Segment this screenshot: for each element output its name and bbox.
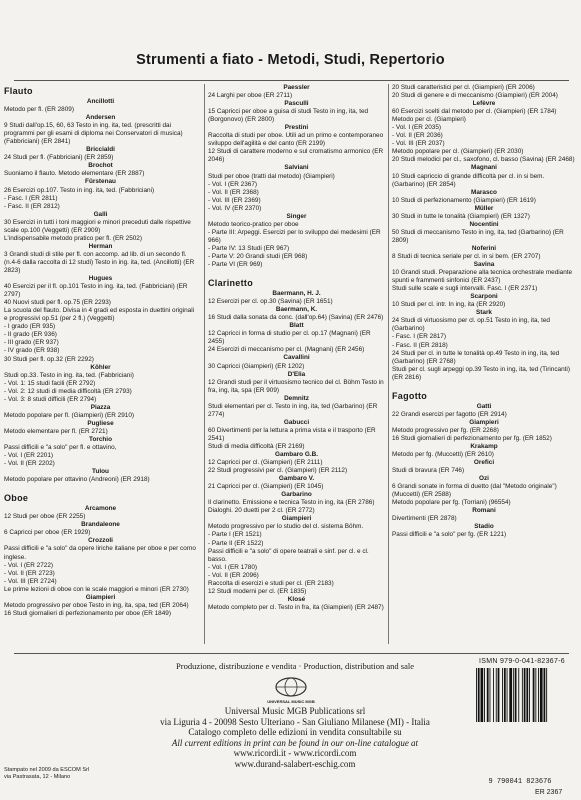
- composer-name: Lefèvre: [472, 100, 496, 108]
- barcode-bar: [509, 668, 512, 722]
- catalog-entry: 12 Grandi studi per il virtuosismo tecnico del cl. Böhm Testo in fra, ing, ita, spa (ER 909): [208, 378, 384, 394]
- catalog-entry: Passi difficili e "a solo" per fg. (ER 1221): [392, 531, 507, 539]
- composer-name: Gatti: [476, 402, 492, 410]
- catalog-column-2: [204, 84, 385, 644]
- catalog-entry: 10 Studi capriccio di grande difficoltà per cl. in si bem. (Garbarino) (ER 2854): [392, 172, 545, 188]
- catalog-entry: 10 Grandi studi. Preparazione alla tecnica orchestrale mediante spunti e frammenti sinfonici (ER 2437) Studi sulle scale e sugli intervalli. Fasc. I (ER 2371): [392, 269, 573, 293]
- catalog-entry: 21 Capricci per cl. (Giampieri) (ER 1045): [208, 483, 324, 491]
- composer-name: Torchio: [89, 435, 112, 443]
- printer-info: [4, 767, 134, 781]
- barcode-bar: [544, 668, 546, 722]
- catalog-entry: 24 Larghi per oboe (ER 2711): [208, 92, 293, 100]
- composer-name: Nocentini: [469, 220, 499, 228]
- catalog-entry: Metodo progressivo per lo studio del cl. sistema Böhm. - Parte I (ER 1521) - Parte II (ER 1522) Passi difficili e "a solo" di opere teatrali e sinf. per cl. e cl. basso. - Vol. I (ER 1780) - Vol. II (ER 2096) Raccolta di esercizi e studi per cl. (ER 2183) 12 Studi moderni per cl. (ER 1835): [208, 523, 369, 595]
- bottom-divider: [14, 653, 569, 654]
- catalog-entry: 26 Esercizi op.107. Testo in ing. ita, ted. (Fabbriciani) - Fasc. I (ER 2811) - Fasc. II (ER 2812): [4, 186, 155, 210]
- composer-name: Pugliese: [87, 419, 114, 427]
- composer-name: Klosé: [287, 595, 306, 603]
- composer-name: Arcamone: [84, 505, 117, 513]
- barcode-bar: [546, 668, 547, 722]
- catalog-entry: 60 Divertimenti per la lettura a prima vista e il trasporto (ER 2541) Studi di media difficoltà (ER 2169): [208, 426, 376, 450]
- composer-name: Noferini: [471, 244, 497, 252]
- composer-name: Baermann, H. J.: [272, 290, 321, 298]
- catalog-note-en: All current editions in print can be found in our on-line catalogue at: [171, 737, 419, 748]
- catalog-entry: 3 Grandi studi di stile per fl. con accomp. ad lib. di un secondo fl. (n.4-6 dalla raccolta di 12 studi) Testo in ing. ita, ted. (Ancillotti) (ER 2823): [4, 250, 195, 274]
- composer-name: Gabucci: [283, 418, 310, 426]
- catalog-entry: Metodo popolare per fl. (Giampieri) (ER 2910): [4, 411, 135, 419]
- composer-name: Salviani: [284, 164, 309, 172]
- catalog-entry: 24 Studi di virtuosismo per cl. op.51 Testo in ing, ita, ted (Garbarino) - Fasc. I (ER 2817) - Fasc. II (ER 2818) 24 Studi per cl. in tutte le tonalità op.49 Testo in ing, ita, ted (Garbarino) (ER 2768) Studi per cl. sugli arpeggi op.39 Testo in ing, ita, ted (Tirincanti) (ER 2816): [392, 317, 570, 381]
- composer-name: Giampieri: [85, 593, 116, 601]
- composer-name: Scarponi: [470, 293, 498, 301]
- catalog-entry: Passi difficili e "a solo" da opere liriche italiane per oboe e per corno inglese. - Vol. I (ER 2722) - Vol. II (ER 2723) - Vol. III (ER 2724) Le prime lezioni di oboe con le scale maggiori e minori (ER 2730): [4, 545, 196, 593]
- composer-name: Pasculli: [284, 100, 309, 108]
- composer-name: Brochot: [88, 162, 113, 170]
- catalog-entry: Metodo popolare per ottavino (Andreoni) (ER 2918): [4, 476, 150, 484]
- catalog-entry: 24 Studi per fl. (Fabbriciani) (ER 2859): [4, 154, 114, 162]
- barcode-bar: [522, 668, 523, 722]
- catalog-entry: 6 Capricci per oboe (ER 1929): [4, 529, 91, 537]
- composer-name: Briccialdi: [86, 146, 115, 154]
- catalog-entry: 12 Esercizi per cl. op.30 (Savina) (ER 1651): [208, 298, 333, 306]
- barcode-bar: [513, 668, 514, 722]
- logo-text: UNIVERSAL MUSIC MGB: [267, 699, 315, 704]
- publisher-address: via Liguria 4 - 20098 Sesto Ulteriano - San Giuliano Milanese (MI) - Italia: [160, 716, 430, 727]
- composer-name: Stadio: [474, 523, 494, 531]
- barcode-bar: [507, 668, 508, 722]
- composer-name: Köhler: [90, 363, 111, 371]
- composer-name: Tulou: [92, 468, 109, 476]
- barcode-bar: [526, 668, 528, 722]
- catalog-entry: 30 Capricci (Giampieri) (ER 1202): [208, 362, 305, 370]
- catalog-entry: 12 Studi per oboe (ER 2255): [4, 513, 86, 521]
- catalog-entry: 20 Studi caratteristici per cl. (Giampieri) (ER 2006) 20 Studi di genere e di meccanismo (Giampieri) (ER 2004): [392, 84, 558, 100]
- composer-name: Marasco: [471, 188, 497, 196]
- section-heading: Oboe: [4, 493, 29, 504]
- catalog-entry: 40 Esercizi per il fl. op.101 Testo in ing. ita, ted. (Fabbriciani) (ER 2797) 40 Nuovi studi per fl. op.75 (ER 2293) La scuola del flauto. Divisa in 4 gradi ed esposta in duettini originali e progressivi op.51 (per 2 fl.) (Veggetti) - I grado (ER 935) - II grado (ER 936) - III grado (ER 937) - IV grado (ER 938) 30 Studi per fl. op.32 (ER 2292): [4, 283, 195, 363]
- catalog-entry: Studi elementari per cl. Testo in ing, ita, ted (Garbarino) (ER 2774): [208, 402, 378, 418]
- composer-name: Galli: [93, 210, 108, 218]
- catalog-entry: 15 Capricci per oboe a guisa di studi Testo in ing, ita, ted (Borgonovo) (ER 2800): [208, 108, 369, 124]
- composer-name: Giampieri: [281, 515, 312, 523]
- catalog-entry: Studi per oboe (tratti dal metodo) (Giampieri) - Vol. I (ER 2367) - Vol. II (ER 2368) - Vol. III (ER 2369) - Vol. IV (ER 2370): [208, 172, 335, 212]
- barcode: [474, 668, 570, 722]
- barcode-bar: [478, 668, 480, 722]
- catalog-entry: 12 Capricci per cl. (Giampieri) (ER 2111) 22 Studi progressivi per cl. (Giampieri) (ER 2112): [208, 459, 348, 475]
- section-heading: Fagotto: [392, 390, 428, 401]
- barcode-bar: [515, 668, 517, 722]
- printer-line-1: Stampato nel 2009 da ESCOM Srl: [4, 767, 90, 773]
- composer-name: Müller: [474, 204, 494, 212]
- website-link-durand[interactable]: www.durand-salabert-eschig.com: [234, 758, 356, 769]
- catalog-entry: 8 Studi di tecnica seriale per cl. in si bem. (ER 2707): [392, 252, 541, 260]
- barcode-bar: [490, 668, 491, 722]
- composer-name: Demnitz: [284, 394, 309, 402]
- barcode-bar: [476, 668, 477, 722]
- catalog-entry: 50 Studi di meccanismo Testo in ing, ita, ted (Garbarino) (ER 2809): [392, 228, 564, 244]
- catalog-entry: Raccolta di studi per oboe. Utili ad un primo e contemporaneo sviluppo dell'agilità e del canto (ER 2199) 12 Studi di carattere moderno e sul cromatismo armonico (ER 2046): [208, 132, 384, 164]
- catalog-column-1: [4, 84, 197, 644]
- catalog-entry: 10 Studi per cl. intr. In ing, ita (ER 2920): [392, 301, 506, 309]
- barcode-bar: [498, 668, 500, 722]
- composer-name: Gambaro G.B.: [275, 451, 318, 459]
- catalog-entry: Metodo per fg. (Muccetti) (ER 2610): [392, 451, 494, 459]
- barcode-bar: [524, 668, 526, 722]
- composer-name: Herman: [88, 242, 113, 250]
- catalog-entry: Studi di bravura (ER 746): [392, 467, 465, 475]
- catalog-code: ER 2367: [535, 789, 563, 796]
- barcode-bar: [496, 668, 497, 722]
- catalog-entry: Metodo progressivo per fg. (ER 2268) 16 Studi giornalieri di perfezionamento per fg. (ER 1852): [392, 426, 552, 442]
- catalog-entry: Il clarinetto. Emissione e tecnica Testo in ing, ita (ER 2786) Dialoghi. 20 duetti per 2 cl. (ER 2772): [208, 499, 375, 515]
- composer-name: Crozzoli: [88, 537, 113, 545]
- composer-name: Baermann, K.: [275, 306, 318, 314]
- barcode-bar: [533, 668, 535, 722]
- section-heading: Clarinetto: [208, 278, 254, 289]
- barcode-bar: [487, 668, 489, 722]
- barcode-number: 9 790041 823676: [488, 778, 552, 786]
- composer-name: Piazza: [90, 403, 111, 411]
- catalog-entry: 6 Grandi sonate in forma di duetto (dal "Metodo originale") (Muccetti) (ER 2588) Metodo popolare per fg. (Torriani) (96554): [392, 483, 557, 507]
- catalog-column-3: [388, 84, 576, 644]
- composer-name: Paessler: [283, 84, 310, 91]
- universal-logo: [256, 676, 326, 706]
- catalog-entry: 60 Esercizi scelti dal metodo per cl. (Giampieri) (ER 1784) Metodo per cl. (Giampieri) - Vol. I (ER 2035) - Vol. II (ER 2036) - Vol. III (ER 2037) Metodo popolare per cl. (Giampieri) (ER 2030) 20 Studi melodici per cl., saxofono, cl. basso (Savina) (ER 2468): [392, 108, 575, 164]
- composer-name: Singer: [286, 212, 307, 220]
- catalog-entry: Divertimenti (ER 2878): [392, 515, 457, 523]
- composer-name: Ozi: [479, 475, 489, 483]
- composer-name: Krakamp: [470, 442, 498, 450]
- composer-name: Orefici: [473, 459, 495, 467]
- barcode-bar: [540, 668, 543, 722]
- catalog-note-it: Catalogo completo delle edizioni in vendita consultabile su: [188, 727, 402, 737]
- composer-name: Stark: [476, 309, 492, 317]
- catalog-entry: Suoniamo il flauto. Metodo elementare (ER 2887): [4, 170, 145, 178]
- composer-name: Garbarino: [281, 491, 312, 499]
- composer-name: Romani: [472, 507, 496, 515]
- composer-name: Cavallini: [283, 354, 310, 362]
- catalog-entry: 30 Studi in tutte le tonalità (Giampieri) (ER 1327): [392, 212, 530, 220]
- composer-name: Brandaleone: [81, 521, 120, 529]
- composer-name: Ancillotti: [86, 98, 115, 105]
- production-line: Produzione, distribuzione e vendita · Production, distribution and sale: [176, 661, 414, 671]
- composer-name: Giampieri: [469, 418, 499, 426]
- catalog-entry: Metodo elementare per fl. (ER 2721): [4, 427, 108, 435]
- barcode-bar: [538, 668, 539, 722]
- catalog-entry: Studi op.33. Testo in ing. ita, ted. (Fabbriciani) - Vol. 1: 15 studi facili (ER 2792) - Vol. 2: 12 studi di media difficoltà (ER 2793) - Vol. 3: 8 studi difficili (ER 2794): [4, 371, 134, 403]
- catalog-entry: Metodo completo per cl. Testo in fra, ita (Giampieri) (ER 2487): [208, 603, 384, 611]
- website-link-ricordi[interactable]: www.ricordi.it - www.ricordi.com: [233, 748, 357, 758]
- composer-name: Prestini: [284, 124, 309, 132]
- ismn-code: ISMN 979-0-041-82367-6: [479, 658, 565, 665]
- composer-name: Magnani: [471, 164, 497, 172]
- page-title: Strumenti a fiato - Metodi, Studi, Repertorio: [136, 52, 445, 68]
- catalog-entry: 10 Studi di perfezionamento (Giampieri) (ER 1619): [392, 196, 536, 204]
- barcode-bar: [518, 668, 519, 722]
- catalog-entry: Passi difficili e "a solo" per fl. e ottavino, - Vol. I (ER 2201) - Vol. II (ER 2202): [4, 444, 117, 468]
- barcode-bar: [484, 668, 485, 722]
- section-heading: Flauto: [4, 86, 33, 96]
- barcode-bar: [493, 668, 494, 722]
- catalog-entry: Metodo teorico-pratico per oboe - Parte III: Arpeggi. Esercizi per lo sviluppo dei medesimi (ER 966) - Parte IV: 13 Studi (ER 967) - Parte V: 20 Grandi studi (ER 968) - Parte VI (ER 969): [208, 220, 381, 269]
- printer-line-2: via Pastrasata, 12 - Milano: [4, 774, 71, 780]
- composer-name: Hugues: [88, 275, 113, 283]
- composer-name: Andersen: [85, 114, 116, 122]
- barcode-bar: [481, 668, 484, 722]
- composer-name: Gambaro V.: [278, 475, 315, 483]
- barcode-bar: [535, 668, 536, 722]
- catalog-entry: Metodo per fl. (ER 2809): [4, 106, 74, 114]
- top-divider: [14, 80, 569, 81]
- composer-name: Savina: [473, 261, 495, 269]
- composer-name: Blatt: [289, 322, 304, 330]
- catalog-entry: 22 Grandi esercizi per fagotto (ER 2914): [392, 410, 507, 418]
- composer-name: Fürstenau: [85, 178, 116, 186]
- catalog-entry: 30 Esercizi in tutti i toni maggiori e minori preceduti dalle rispettive scale op.100 (Veggetti) (ER 2909) L'indispensabile metodo pratico per fl. (ER 2502): [4, 218, 191, 242]
- catalog-entry: 12 Capricci in forma di studio per cl. op.17 (Magnani) (ER 2455) 24 Esercizi di meccanismo per cl. (Magnani) (ER 2456): [208, 330, 371, 354]
- catalog-entry: 9 Studi dall'op.15, 60, 63 Testo in ing. ita, ted. (prescritti dai programmi per gli esami di diploma nei Conservatori di musica) (Fabbriciani) (ER 2841): [4, 122, 183, 146]
- barcode-bar: [529, 668, 530, 722]
- publisher-name: Universal Music MGB Publications srl: [224, 706, 366, 716]
- barcode-bar: [502, 668, 503, 722]
- catalog-entry: 16 Studi dalla sonata da conc. (dall'op.64) (Savina) (ER 2476): [208, 314, 384, 322]
- composer-name: D'Elia: [287, 370, 306, 378]
- barcode-bar: [504, 668, 506, 722]
- catalog-entry: Metodo progressivo per oboe Testo in ing, ita, spa, ted (ER 2064) 16 Studi giornalieri di perfezionamento per oboe (ER 1849): [4, 601, 189, 617]
- publisher-block: [150, 706, 440, 769]
